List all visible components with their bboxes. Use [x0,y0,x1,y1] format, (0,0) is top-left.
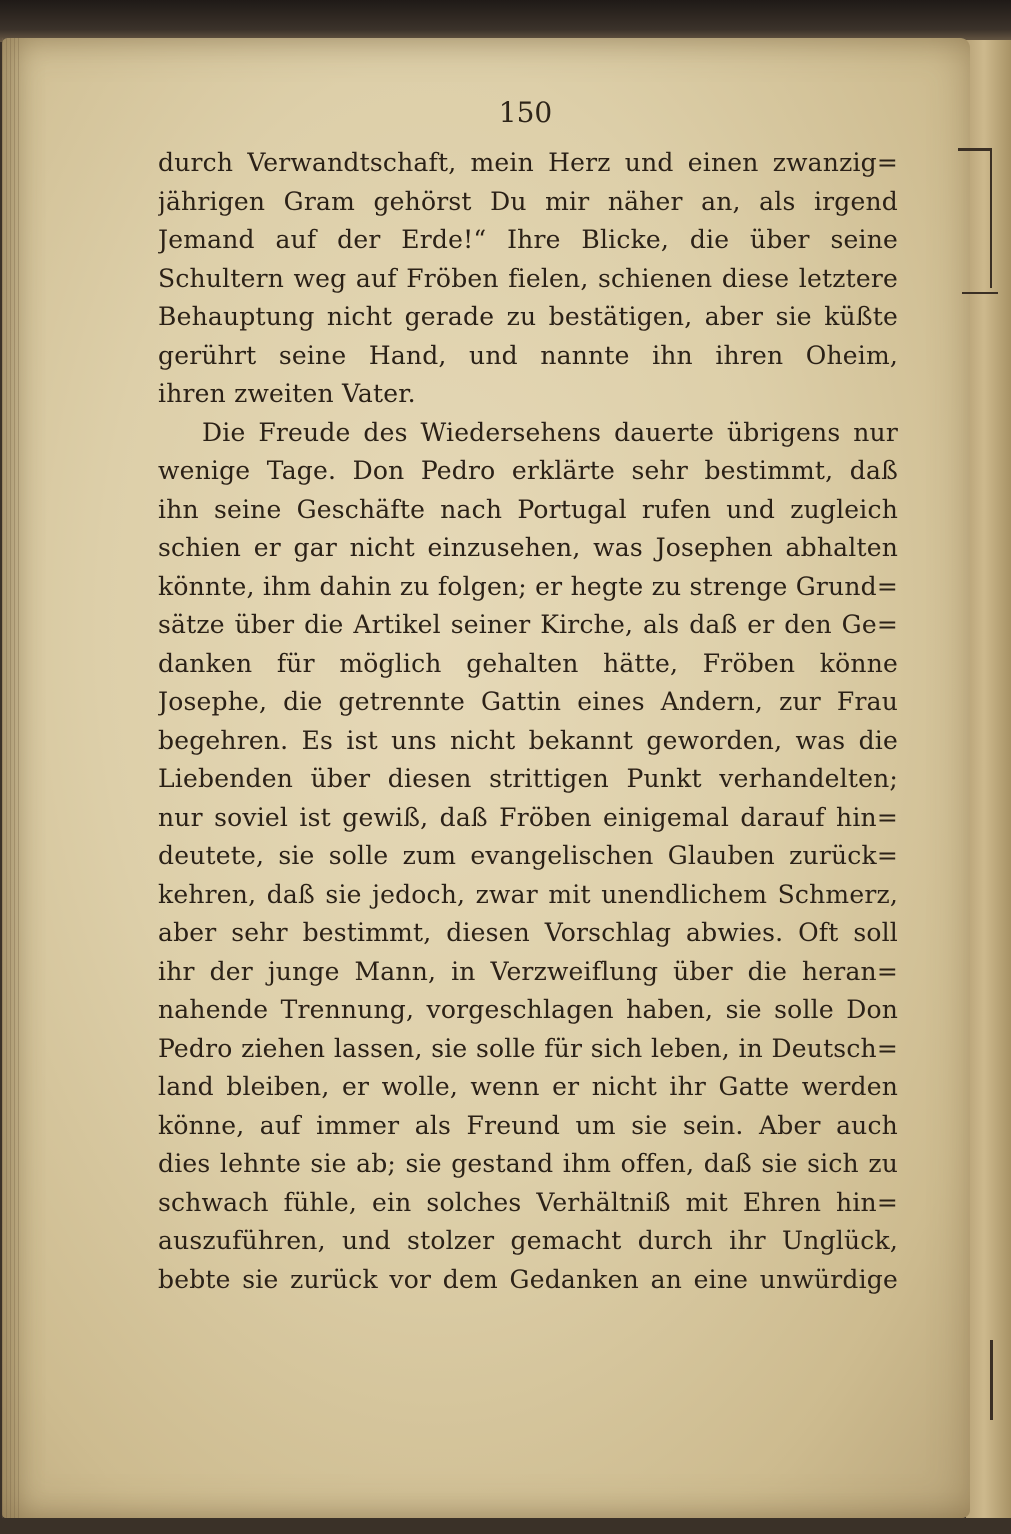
text-line: Jemand auf der Erde!“ Ihre Blicke, die über seine [158,225,898,254]
text-line: bebte sie zurück vor dem Gedanken an eine unwürdige [158,1264,898,1294]
text-line: deutete, sie solle zum evangelischen Glauben zurück= [158,841,898,870]
text-line: dies lehnte sie ab; sie gestand ihm offen, daß sie sich zu [158,1149,898,1178]
text-line: sätze über die Artikel seiner Kirche, als daß er den Ge= [158,610,898,639]
adjacent-page-edge [966,40,1011,1518]
text-line: ihren zweiten Vater. [158,379,416,408]
margin-mark [962,292,998,294]
text-line: gerührt seine Hand, und nannte ihn ihren Oheim, [158,340,898,370]
text-line: durch Verwandtschaft, mein Herz und einen zwanzig= [158,148,898,177]
text-line: Die Freude des Wiedersehens dauerte übrigens nur [202,417,898,447]
text-line: auszuführen, und stolzer gemacht durch ihr Unglück, [158,1226,898,1255]
text-line: danken für möglich gehalten hätte, Fröben könne [158,648,898,678]
text-line: nur soviel ist gewiß, daß Fröben einigemal darauf hin= [158,802,898,832]
text-line: begehren. Es ist uns nicht bekannt geworden, was die [158,725,898,755]
margin-mark [990,1340,993,1420]
text-line: aber sehr bestimmt, diesen Vorschlag abwies. Oft soll [158,918,898,947]
text-line: könnte, ihm dahin zu folgen; er hegte zu strenge Grund= [158,571,898,601]
text-line: wenige Tage. Don Pedro erklärte sehr bestimmt, daß [158,456,898,485]
text-line: Liebenden über diesen strittigen Punkt verhandelten; [158,764,898,793]
page-number: 150 [498,96,553,129]
text-line: schwach fühle, ein solches Verhältniß mit Ehren hin= [158,1187,898,1217]
margin-mark [990,148,992,288]
text-line: Pedro ziehen lassen, sie solle für sich leben, in Deutsch= [158,1033,898,1063]
text-line: jährigen Gram gehörst Du mir näher an, als irgend [158,186,898,216]
text-line: schien er gar nicht einzusehen, was Josephen abhalten [158,533,898,562]
text-line: ihn seine Geschäfte nach Portugal rufen und zugleich [158,494,898,524]
body-text [158,144,898,1299]
text-line: Josephe, die getrennte Gattin eines Andern, zur Frau [158,687,898,716]
text-line: Schultern weg auf Fröben fielen, schienen diese letztere [158,263,898,293]
book-binding-edge [0,0,1011,42]
text-line: land bleiben, er wolle, wenn er nicht ihr Gatte werden [158,1072,898,1101]
text-line: nahende Trennung, vorgeschlagen haben, sie solle Don [158,995,898,1024]
margin-mark [958,148,992,151]
text-line: Behauptung nicht gerade zu bestätigen, aber sie küßte [158,302,898,331]
text-line: ihr der junge Mann, in Verzweiflung über die heran= [158,956,898,986]
page-stack-edge [2,38,20,1518]
text-line: könne, auf immer als Freund um sie sein. Aber auch [158,1110,898,1140]
text-line: kehren, daß sie jedoch, zwar mit unendlichem Schmerz, [158,879,898,909]
